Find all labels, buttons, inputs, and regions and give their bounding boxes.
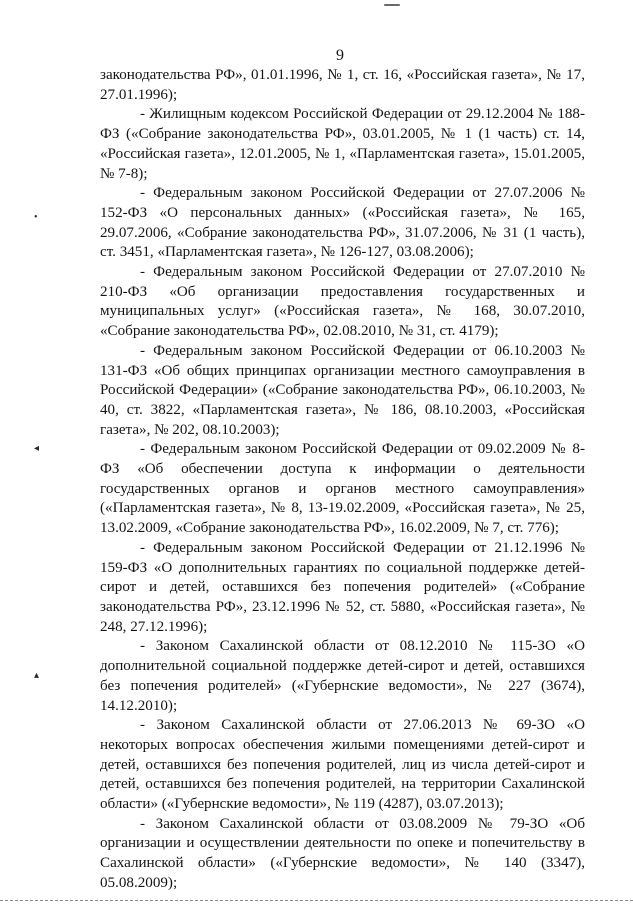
list-item-law-152-fz: - Федеральным законом Российской Федерации от 27.07.2006 № 152-ФЗ «О персональных данных» («Российская газета», № 165, 29.07.2006, «Собрание законодательства РФ», 31.07.2006, № 31 (1 часть), ст. 3451, «Парламентская газета», № 126-127, 03.08.2006); [100,185,585,261]
scan-artifact-mark [384,4,400,6]
page-number: 9 [336,47,344,64]
list-item-law-8-fz: - Федеральным законом Российской Федерации от 09.02.2009 № 8-ФЗ «Об обеспечении доступа к информации о деятельности государственных органов и органов местного самоуправления» («Парламентская газета», № 8, 13-19.02.2009, «Российская газета», № 25, 13.02.2009, «Собрание законодательства РФ», 16.02.2009, № 7, ст. 776); [100,441,585,537]
list-item-law-79-zo: - Законом Сахалинской области от 03.08.2009 № 79-ЗО «Об организации и осуществлении деятельности по опеке и попечительству в Сахалинской области» («Губернские ведомости», № 140 (3347), 05.08.2009); [100,815,585,891]
list-item-law-115-zo: - Законом Сахалинской области от 08.12.2010 № 115-ЗО «О дополнительной социальной поддержке детей-сирот и детей, оставшихся без попечения родителей» («Губернские ведомости», № 227 (3674), 14.12.2010); [100,638,585,714]
list-item-law-159-fz: - Федеральным законом Российской Федерации от 21.12.1996 № 159-ФЗ «О дополнительных гарантиях по социальной поддержке детей-сирот и детей, оставшихся без попечения родителей» («Собрание законодательства РФ», 23.12.1996 № 52, ст. 5880, «Российская газета», № 248, 27.12.1996); [100,539,585,635]
paragraph-continuation: законодательства РФ», 01.01.1996, № 1, ст. 16, «Российская газета», № 17, 27.01.1996); [100,67,585,103]
margin-mark: ▴ [34,670,40,681]
list-item-law-131-fz: - Федеральным законом Российской Федерации от 06.10.2003 № 131-ФЗ «Об общих принципах организации местного самоуправления в Российской Федерации» («Собрание законодательства РФ», 06.10.2003, № 40, ст. 3822, «Парламентская газета», № 186, 08.10.2003, «Российская газета», № 202, 08.10.2003); [100,342,585,438]
list-item-law-210-fz: - Федеральным законом Российской Федерации от 27.07.2010 № 210-ФЗ «Об организации предоставления государственных и муниципальных услуг» («Российская газета», № 168, 30.07.2010, «Собрание законодательства РФ», 02.08.2010, № 31, ст. 4179); [100,264,585,340]
list-item-law-69-zo: - Законом Сахалинской области от 27.06.2013 № 69-ЗО «О некоторых вопросах обеспечения жилыми помещениями детей-сирот и детей, оставшихся без попечения родителей, лиц из числа детей-сирот и детей, оставшихся без попечения родителей, на территории Сахалинской области» («Губернские ведомости», № 119 (4287), 03.07.2013); [100,717,585,813]
list-item-housing-code: - Жилищным кодексом Российской Федерации от 29.12.2004 № 188-ФЗ («Собрание законодательства РФ», 03.01.2005, № 1 (1 часть) ст. 14, «Российская газета», 12.01.2005, № 1, «Парламентская газета», 15.01.2005, № 7-8); [100,106,585,182]
document-body [100,66,585,894]
margin-mark: • [34,212,38,223]
margin-mark: ◂ [34,443,40,454]
bottom-scan-edge [0,900,633,901]
